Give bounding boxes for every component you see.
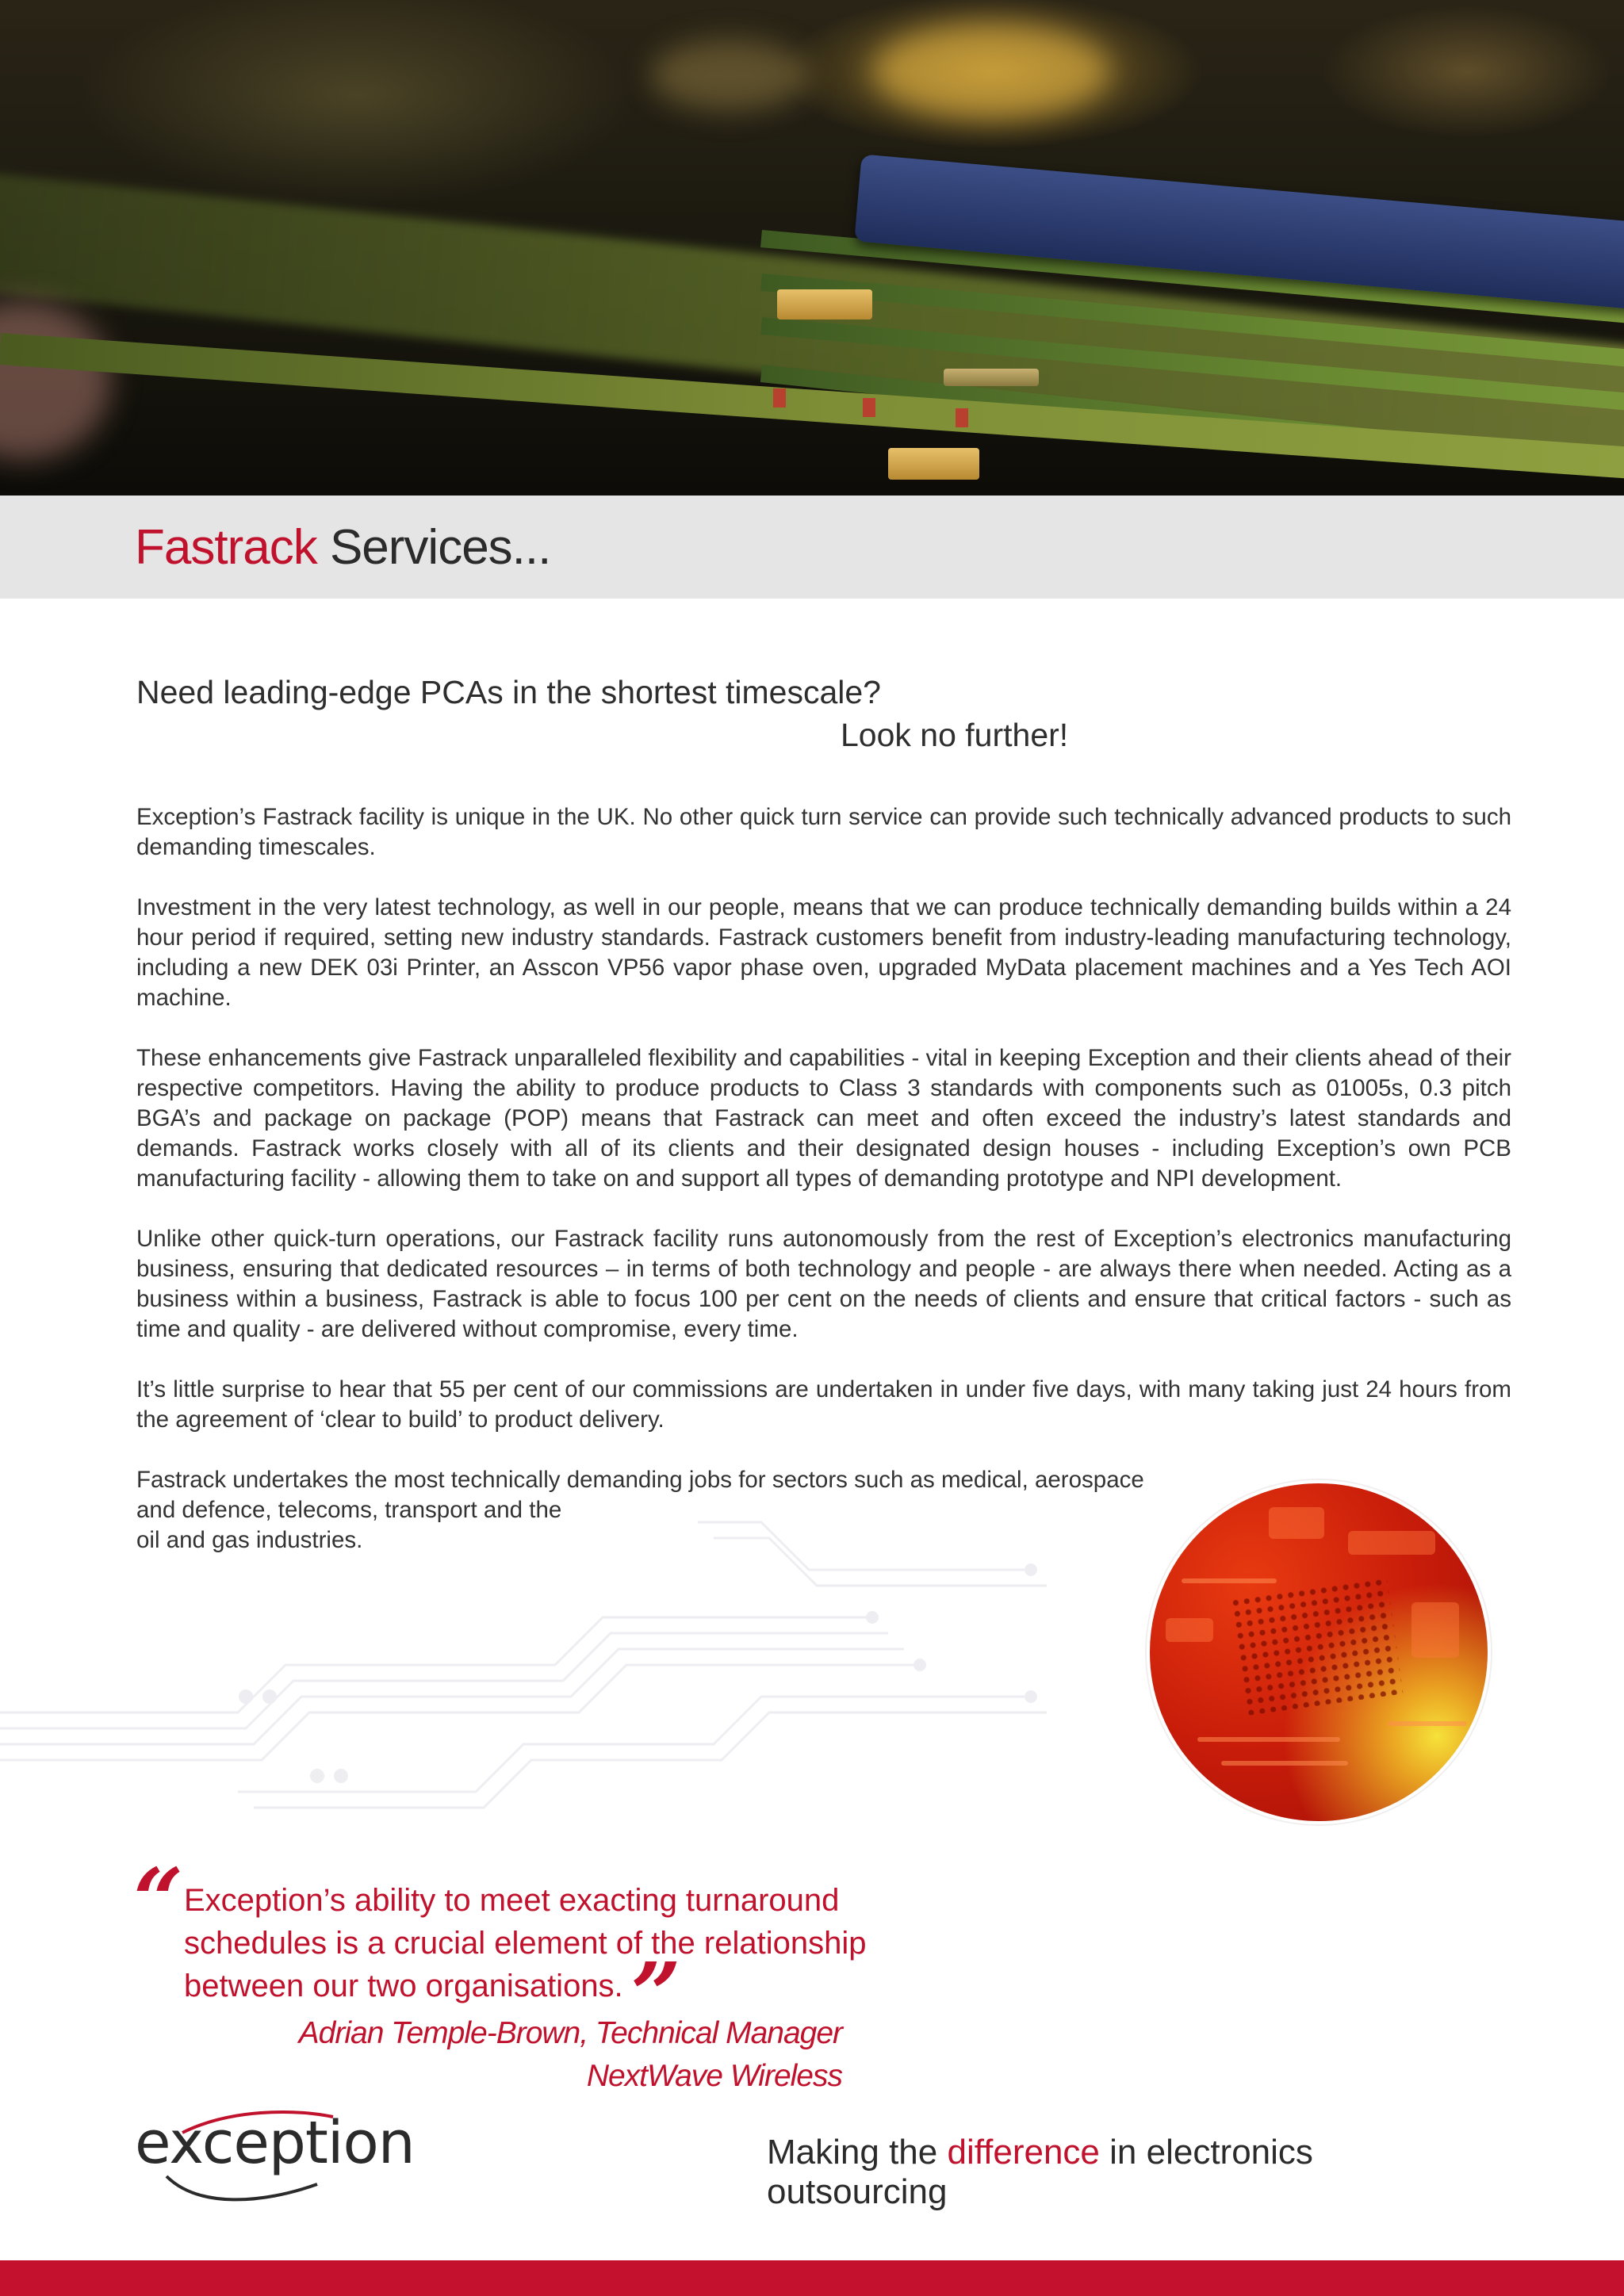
hero-bokeh bbox=[650, 40, 809, 111]
paragraph: Exception’s Fastrack facility is unique in the UK. No other quick turn service can provide such technically advanced products to such demanding timescales. bbox=[136, 804, 1511, 860]
tagline bbox=[767, 2133, 1480, 2212]
intro-question: Need leading-edge PCAs in the shortest timescale? bbox=[136, 674, 881, 710]
hero-bokeh bbox=[0, 301, 111, 460]
circle-component bbox=[1348, 1531, 1435, 1555]
hero-bokeh bbox=[872, 24, 1110, 119]
paragraph: These enhancements give Fastrack unparalleled flexibility and capabilities - vital in keeping Exception and their clients ahead of their respective competitors. Having the ability to produce products to Class 3 standards with components such as 01005s, 0.3 pitch BGA’s and package on package (POP) means that Fastrack can meet and often exceed the industry’s latest standards and demands. Fastrack works closely with all of its clients and their designated design houses - including Exception’s own PCB manufacturing facility - allowing them to take on and support all types of demanding prototype and NPI development. bbox=[136, 1045, 1511, 1192]
tagline-accent: difference bbox=[947, 2133, 1100, 2172]
quote-body: Exception’s ability to meet exacting turnaround schedules is a crucial element of the relationship between our two organisations. bbox=[184, 1883, 867, 2003]
paragraph: It’s little surprise to hear that 55 per cent of our commissions are undertaken in under five days, with many taking just 24 hours from the agreement of ‘clear to build’ to product delivery. bbox=[136, 1376, 1511, 1433]
quote-close-mark: ” bbox=[630, 1943, 681, 2045]
quote-open-mark: “ bbox=[133, 1849, 184, 1951]
logo-text: exception bbox=[135, 2109, 415, 2177]
logo-swoosh-icon bbox=[135, 2109, 396, 2204]
circle-trace bbox=[1182, 1578, 1277, 1583]
title-accent: Fastrack bbox=[135, 520, 317, 575]
hero-pad bbox=[777, 289, 872, 320]
circuit-board-circle-image bbox=[1147, 1480, 1491, 1824]
intro-answer: Look no further! bbox=[841, 717, 1069, 753]
paragraph: Investment in the very latest technology, as well in our people, means that we can produce technically demanding builds within a 24 hour period if required, setting new industry standards. Fastrack customers benefit from industry-leading manufacturing technology, including a new DEK 03i Printer, an Asscon VP56 vapor phase oven, upgraded MyData placement machines and a Yes Tech AOI machine. bbox=[136, 894, 1511, 1011]
quote-attribution bbox=[238, 2012, 842, 2098]
hero-pad bbox=[944, 369, 1039, 386]
title-band bbox=[0, 496, 1624, 599]
quote-company: NextWave Wireless bbox=[586, 2059, 842, 2093]
tagline-after: in electronics outsourcing bbox=[767, 2133, 1313, 2211]
page-title bbox=[135, 519, 550, 576]
hero-red-mark bbox=[863, 398, 875, 417]
sectors-line: Fastrack undertakes the most technically demanding jobs for sectors such as medical, aerospace bbox=[136, 1467, 1144, 1493]
circle-component bbox=[1166, 1618, 1213, 1642]
footer-bar bbox=[0, 2260, 1624, 2296]
body-text bbox=[136, 802, 1511, 1465]
exception-logo bbox=[135, 2109, 415, 2204]
quote-author: Adrian Temple-Brown, Technical Manager bbox=[298, 2016, 842, 2050]
circle-component bbox=[1411, 1602, 1459, 1658]
tagline-before: Making the bbox=[767, 2133, 948, 2172]
sectors-line: and defence, telecoms, transport and the bbox=[136, 1497, 562, 1523]
hero-red-mark bbox=[773, 388, 786, 408]
hero-red-mark bbox=[956, 408, 968, 427]
circuit-traces-background bbox=[0, 1490, 1189, 1823]
circle-bga-grid bbox=[1230, 1576, 1404, 1716]
title-rest: Services... bbox=[316, 520, 551, 575]
hero-image bbox=[0, 0, 1624, 496]
circle-trace bbox=[1221, 1761, 1348, 1766]
circle-trace bbox=[1197, 1737, 1340, 1742]
hero-pad bbox=[888, 448, 979, 480]
circle-trace bbox=[1388, 1721, 1467, 1726]
sectors-line: oil and gas industries. bbox=[136, 1527, 363, 1553]
circle-component bbox=[1269, 1507, 1324, 1539]
paragraph: Unlike other quick-turn operations, our Fastrack facility runs autonomously from the rest of Exception’s electronics manufacturing business, ensuring that dedicated resources – in terms of both technology and people - are always there when needed. Acting as a business within a business, Fastrack is able to focus 100 per cent on the needs of clients and ensure that critical factors - such as time and quality - are delivered without compromise, every time. bbox=[136, 1226, 1511, 1342]
